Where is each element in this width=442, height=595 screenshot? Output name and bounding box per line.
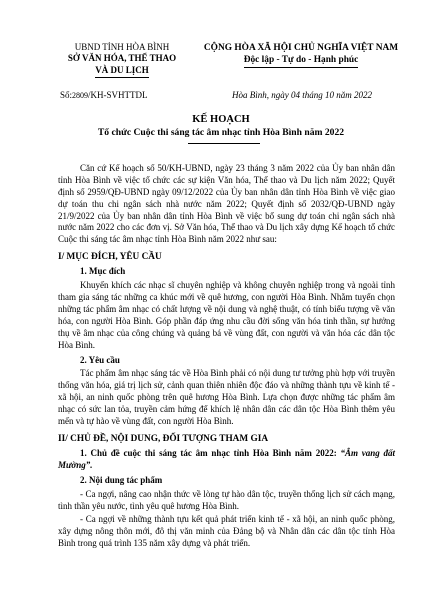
section-1-heading: I/ MỤC ĐÍCH, YÊU CẦU: [58, 252, 162, 263]
section-1-1-heading: 1. Mục đích: [80, 266, 126, 277]
ref-number: 2809: [72, 91, 89, 100]
section-2-2-text-2: - Ca ngợi về những thành tựu kết quả phát triển kinh tế - xã hội, an ninh quốc phòng, xây dựng nông thôn mới, đô thị văn minh của Đảng bộ và Nhân dân các dân tộc tỉnh Hòa Bình trong quá trình 135 năm xây dựng và phát triển.: [58, 514, 395, 549]
ref-suffix: /KH-SVHTTDL: [88, 90, 148, 100]
section-1-1-text: Khuyến khích các nhạc sĩ chuyên nghiệp và không chuyên nghiệp trong và ngoài tỉnh tham gia sáng tác những ca khúc mới về quê hương, con người Hòa Bình. Nhằm tuyển chọn những tác phẩm âm nhạc có chất lượng về nội dung và nghệ thuật, có tính biểu tượng về văn hóa, con người Hòa Bình. Góp phần đáp ứng nhu cầu đời sống văn hóa tinh thần, sự hưởng thụ về âm nhạc của công chúng và quảng bá về vùng đất, con người và văn hóa các dân tộc Hòa Bình.: [58, 280, 395, 350]
section-1-2-heading: 2. Yêu cầu: [80, 354, 120, 365]
section-2-heading: II/ CHỦ ĐỀ, NỘI DUNG, ĐỐI TƯỢNG THAM GIA: [58, 433, 269, 444]
section-2-1-title: 1. Chủ đề cuộc thi sáng tác âm nhạc tỉnh Hòa Bình năm 2022:: [80, 448, 341, 459]
ref-prefix: Số:: [60, 90, 73, 100]
document-number: [60, 90, 148, 102]
agency-name-line1: SỞ VĂN HÓA, THỂ THAO: [67, 53, 177, 64]
section-2-2-heading: 2. Nội dung tác phẩm: [80, 474, 163, 485]
issue-date: Hòa Bình, ngày 04 tháng 10 năm 2022: [232, 90, 372, 100]
agency-parent: UBND TỈNH HÒA BÌNH: [74, 42, 170, 52]
contest-theme: “Âm vang đất Mường”.: [58, 448, 395, 470]
document-body: [58, 163, 395, 552]
national-motto: [198, 42, 404, 68]
agency-name-line2: VÀ DU LỊCH: [95, 65, 149, 78]
section-2-1-heading: [58, 448, 395, 472]
section-2-2-text-1: - Ca ngợi, nâng cao nhận thức về lòng tự hào dân tộc, truyền thống lịch sử cách mạng, tình thần yêu nước, tình yêu quê hương Hòa Bình.: [58, 488, 395, 511]
country-name: CỘNG HÒA XÃ HỘI CHỦ NGHĨA VIỆT NAM: [203, 43, 399, 53]
issuing-agency: [58, 42, 186, 78]
section-1-2-text: Tác phẩm âm nhạc sáng tác về Hòa Bình phải có nội dung tư tưởng phù hợp với truyền thống văn hóa, giá trị lịch sử, cảnh quan thiên nhiên độc đáo và những thành tựu về kinh tế - xã hội, an ninh quốc phòng trên quê hương Hòa Bình. Lựa chọn được những tác phẩm âm nhạc có sức lan tỏa, truyền cảm hứng để khích lệ nhân dân các dân tộc Hòa Bình thêm yêu mến và tự hào về vùng đất, con người Hòa Bình.: [58, 368, 395, 426]
document-subtitle: Tổ chức Cuộc thi sáng tác âm nhạc tỉnh Hòa Bình năm 2022: [97, 127, 345, 138]
title-underline: [188, 143, 260, 144]
document-title: KẾ HOẠCH: [192, 114, 250, 125]
intro-paragraph: Căn cứ Kế hoạch số 50/KH-UBND, ngày 23 tháng 3 năm 2022 của Ủy ban nhân dân tỉnh Hòa Bình về việc tổ chức các sự kiện Văn hóa, Thể thao và Du lịch năm 2022; Quyết định số 2959/QĐ-UBND ngày 09/12/2022 của Ủy ban nhân dân tỉnh Hòa Bình về việc giao dự toán thu chi ngân sách nhà nước năm 2022; Quyết định số 2032/QĐ-UBND ngày 21/9/2022 của Ủy ban nhân dân tỉnh Hòa Bình về việc bổ sung dự toán chi ngân sách nhà nước năm 2022 cho các đơn vị. Sở Văn hóa, Thể thao và Du lịch xây dựng Kế hoạch tổ chức Cuộc thi sáng tác âm nhạc tỉnh Hòa Bình năm 2022 như sau:: [58, 163, 395, 245]
motto-line: Độc lập - Tự do - Hạnh phúc: [244, 54, 359, 68]
